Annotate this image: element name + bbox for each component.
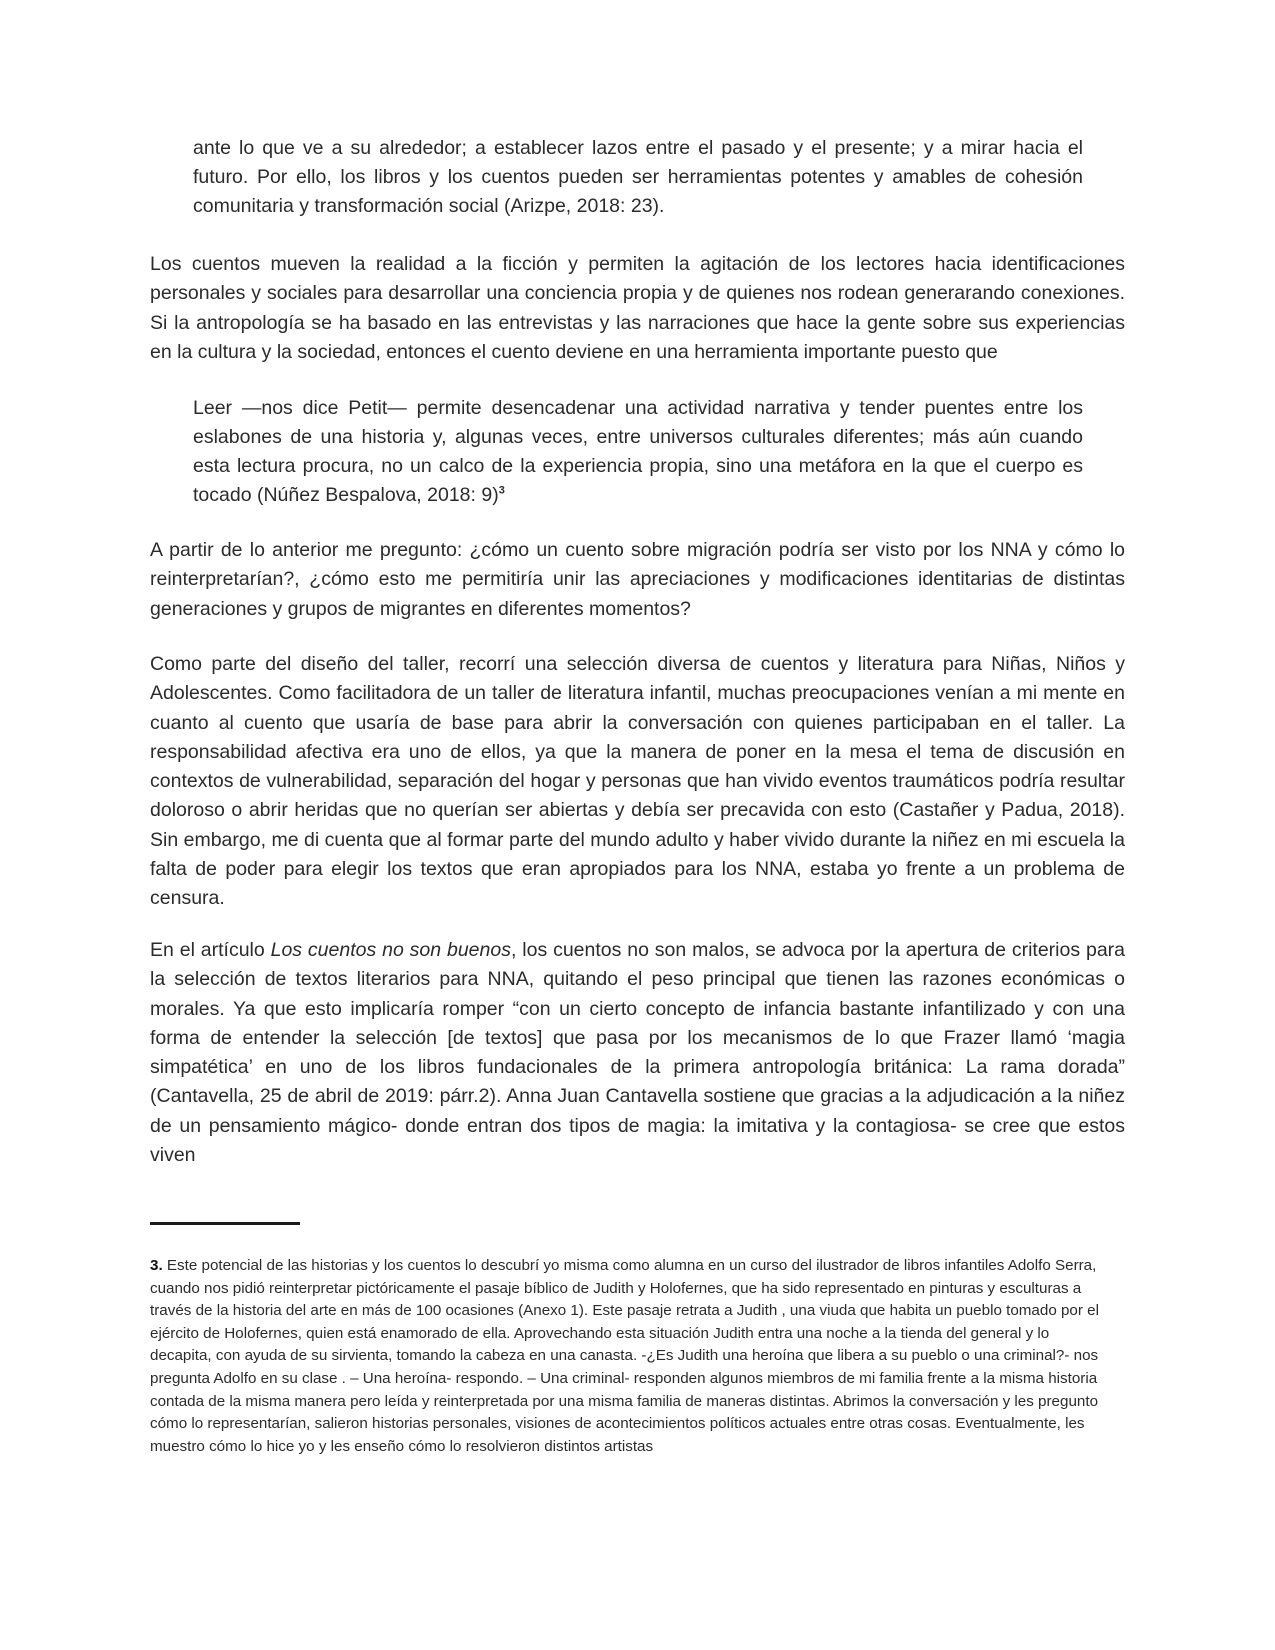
block-quote-arizpe (193, 134, 1083, 221)
footnote-number: 3. (150, 1257, 163, 1274)
footnote-reference: 3 (498, 484, 505, 497)
paragraph-text: A partir de lo anterior me pregunto: ¿cómo un cuento sobre migración podría ser visto por los NNA y cómo lo reinterpretarían?, ¿cómo esto me permitiría unir las apreciaciones y modificaciones identitarias de distintas generaciones y grupos de migrantes en diferentes momentos? (150, 539, 1125, 620)
block-quote-petit (193, 394, 1083, 510)
paragraph-cuentos-ficcion (150, 250, 1125, 367)
paragraph-lead-text: En el artículo (150, 939, 271, 961)
paragraph-text: Los cuentos mueven la realidad a la ficción y permiten la agitación de los lectores hacia identificaciones personales y sociales para desarrollar una conciencia propia y de quienes nos rodean generarando conexiones. Si la antropología se ha basado en las entrevistas y las narraciones que hace la gente sobre sus experiencias en la cultura y la sociedad, entonces el cuento deviene en una herramienta importante puesto que (150, 253, 1125, 363)
paragraph-pregunta-migracion (150, 536, 1125, 624)
block-quote-text: Leer —nos dice Petit— permite desencadenar una actividad narrativa y tender puentes entre los eslabones de una historia y, algunas veces, entre universos culturales diferentes; más aún cuando esta lectura procura, no un calco de la experiencia propia, sino una metáfora en la que el cuerpo es tocado (Núñez Bespalova, 2018: 9) (193, 397, 1083, 506)
paragraph-diseno-taller (150, 650, 1125, 914)
paragraph-articulo-cuentos (150, 936, 1125, 1170)
footnote-3 (150, 1255, 1110, 1458)
article-title: Los cuentos no son buenos (270, 939, 511, 961)
paragraph-text: Como parte del diseño del taller, recorrí una selección diversa de cuentos y literatura para Niñas, Niños y Adolescentes. Como facilitadora de un taller de literatura infantil, muchas preocupaciones venían a mi mente en cuanto al cuento que usaría de base para abrir la conversación con quienes participaban en el taller. La responsabilidad afectiva era uno de ellos, ya que la manera de poner en la mesa el tema de discusión en contextos de vulnerabilidad, separación del hogar y personas que han vivido eventos traumáticos podría resultar doloroso o abrir heridas que no querían ser abiertas y debía ser precavida con esto (Castañer y Padua, 2018). Sin embargo, me di cuenta que al formar parte del mundo adulto y haber vivido durante la niñez en mi escuela la falta de poder para elegir los textos que eran apropiados para los NNA, estaba yo frente a un problema de censura. (150, 653, 1125, 910)
footnote-separator (150, 1222, 300, 1225)
block-quote-text: ante lo que ve a su alrededor; a establecer lazos entre el pasado y el presente; y a mirar hacia el futuro. Por ello, los libros y los cuentos pueden ser herramientas potentes y amables de cohesión comunitaria y transformación social (Arizpe, 2018: 23). (193, 137, 1083, 217)
footnote-text: Este potencial de las historias y los cuentos lo descubrí yo misma como alumna en un curso del ilustrador de libros infantiles Adolfo Serra, cuando nos pidió reinterpretar pictóricamente el pasaje bíblico de Judith y Holofernes, que ha sido representado en pinturas y esculturas a través de la historia del arte en más de 100 ocasiones (Anexo 1). Este pasaje retrata a Judith , una viuda que habita un pueblo tomado por el ejército de Holofernes, quien está enamorado de ella. Aprovechando esta situación Judith entra una noche a la tienda del general y lo decapita, con ayuda de su sirvienta, tomando la cabeza en una canasta. -¿Es Judith una heroína que libera a su pueblo o una criminal?- nos pregunta Adolfo en su clase . – Una heroína- respondo. – Una criminal- responden algunos miembros de mi familia frente a la misma historia contada de la misma manera pero leída y reinterpretada por una misma familia de maneras distintas. Abrimos la conversación y les pregunto cómo lo representarían, salieron historias personales, visiones de acontecimientos políticos actuales entre otras cosas. Eventualmente, les muestro cómo lo hice yo y les enseño cómo lo resolvieron distintos artistas (150, 1257, 1099, 1455)
paragraph-text: , los cuentos no son malos, se advoca por la apertura de criterios para la selección de textos literarios para NNA, quitando el peso principal que tienen las razones económicas o morales. Ya que esto implicaría romper “con un cierto concepto de infancia bastante infantilizado y con una forma de entender la selección [de textos] que pasa por los mecanismos de lo que Frazer llamó ‘magia simpatética’ en uno de los libros fundacionales de la primera antropología británica: La rama dorada” (Cantavella, 25 de abril de 2019: párr.2). Anna Juan Cantavella sostiene que gracias a la adjudicación a la niñez de un pensamiento mágico- donde entran dos tipos de magia: la imitativa y la contagiosa- se cree que estos viven (150, 939, 1126, 1167)
